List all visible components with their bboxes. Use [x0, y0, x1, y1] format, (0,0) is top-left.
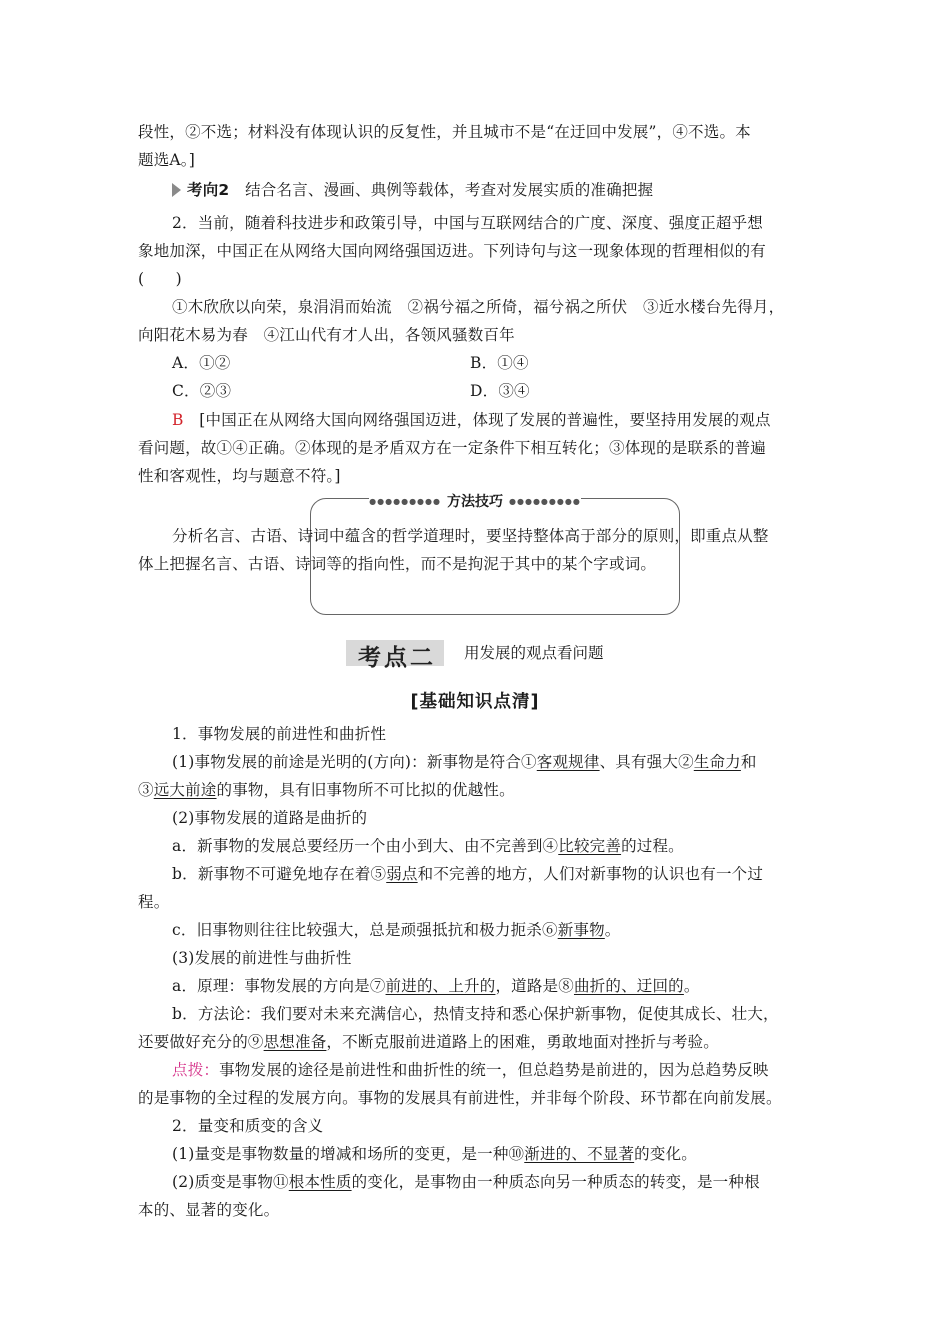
kaoxiang-label: 考向2: [187, 181, 230, 199]
blank-answer: 曲折的、迂回的: [573, 977, 684, 995]
question-text: 2．当前，随着科技进步和政策引导，中国与互联网结合的广度、深度、强度正超乎想: [172, 214, 763, 232]
blank-answer: 前进的、上升的: [385, 977, 496, 995]
text-line: a．新事物的发展总要经历一个由小到大、由不完善到④比较完善的过程。: [172, 837, 684, 855]
text-line: (3)发展的前进性与曲折性: [172, 949, 352, 967]
answer-line: [172, 410, 771, 430]
text-line: a．原理：事物发展的方向是⑦前进的、上升的，道路是⑧曲折的、迂回的。: [172, 977, 700, 995]
text-line: (2)质变是事物⑪根本性质的变化，是事物由一种质态向另一种质态的转变，是一种根: [172, 1173, 760, 1191]
question-options-text: 向阳花木易为春 ④江山代有才人出，各领风骚数百年: [138, 326, 515, 344]
text-line: (1)量变是事物数量的增减和场所的变更，是一种⑩渐进的、不显著的变化。: [172, 1145, 697, 1163]
answer-text: 性和客观性，均与题意不符。]: [138, 467, 341, 485]
text-line: 程。: [138, 893, 170, 911]
text-line: 还要做好充分的⑨思想准备，不断克服前进道路上的困难，勇敢地面对挫折与考验。: [138, 1033, 719, 1051]
text-line: (1)事物发展的前途是光明的(方向)：新事物是符合①客观规律、具有强大②生命力和: [172, 753, 757, 771]
choice-a: A．①②: [172, 354, 231, 372]
question-bracket: ( ): [138, 270, 182, 288]
kaoxiang-heading: [172, 180, 653, 200]
triangle-icon: [172, 183, 181, 197]
blank-answer: 远大前途: [153, 781, 217, 799]
kaoxiang-text: 结合名言、漫画、典例等载体，考查对发展实质的准确把握: [245, 181, 654, 199]
point-heading: 1．事物发展的前进性和曲折性: [172, 725, 387, 743]
kaodian-label: 考点二: [346, 640, 444, 666]
blank-answer: 比较完善: [558, 837, 622, 855]
text-line: 题选A。]: [138, 151, 195, 169]
text-line: 本的、显著的变化。: [138, 1201, 280, 1219]
answer-text: [中国正在从网络大国向网络强国迈进，体现了发展的普遍性，要坚持用发展的观点: [199, 411, 771, 429]
question-options-text: ①木欣欣以向荣，泉涓涓而始流 ②祸兮福之所倚，福兮祸之所伏 ③近水楼台先得月，: [172, 298, 785, 316]
blank-answer: 根本性质: [288, 1173, 352, 1191]
method-text: 体上把握名言、古语、诗词等的指向性，而不是拘泥于其中的某个字或词。: [138, 555, 657, 573]
text-line: b．新事物不可避免地存在着⑤弱点和不完善的地方，人们对新事物的认识也有一个过: [172, 865, 764, 883]
text-line: b．方法论：我们要对未来充满信心，热情支持和悉心保护新事物，促使其成长、壮大，: [172, 1005, 779, 1023]
tip-text: 的是事物的全过程的发展方向。事物的发展具有前进性，并非每个阶段、环节都在向前发展。: [138, 1089, 782, 1107]
text-line: 段性，②不选；材料没有体现认识的反复性，并且城市不是“在迂回中发展”，④不选。本: [138, 123, 751, 141]
answer-letter: B: [172, 411, 184, 429]
method-title: ●●●●●●●●● 方法技巧 ●●●●●●●●●: [369, 494, 581, 510]
method-text: 分析名言、古语、诗词中蕴含的哲学道理时，要坚持整体高于部分的原则，即重点从整: [172, 527, 769, 545]
tip-label: 点拨：: [172, 1061, 220, 1079]
kaodian-title: 用发展的观点看问题: [464, 644, 604, 662]
blank-answer: 渐进的、不显著: [524, 1145, 635, 1163]
question-text: 象地加深，中国正在从网络大国向网络强国迈进。下列诗句与这一现象体现的哲理相似的有: [138, 242, 767, 260]
tip-line: 点拨：事物发展的途径是前进性和曲折性的统一，但总趋势是前进的，因为总趋势反映: [172, 1061, 769, 1079]
choice-b: B．①④: [470, 354, 529, 372]
point-heading: 2．量变和质变的含义: [172, 1117, 324, 1135]
text-line: (2)事物发展的道路是曲折的: [172, 809, 368, 827]
choice-c: C．②③: [172, 382, 232, 400]
answer-text: 看问题，故①④正确。②体现的是矛盾双方在一定条件下相互转化；③体现的是联系的普遍: [138, 439, 767, 457]
blank-answer: 弱点: [386, 865, 418, 883]
blank-answer: 思想准备: [263, 1033, 327, 1051]
blank-answer: 新事物: [557, 921, 605, 939]
blank-answer: 客观规律: [536, 753, 600, 771]
text-line: ③远大前途的事物，具有旧事物所不可比拟的优越性。: [138, 781, 515, 799]
choice-d: D．③④: [470, 382, 530, 400]
blank-answer: 生命力: [693, 753, 741, 771]
text-line: c．旧事物则往往比较强大，总是顽强抵抗和极力扼杀⑥新事物。: [172, 921, 621, 939]
section-title: [基础知识点清]: [410, 692, 540, 712]
